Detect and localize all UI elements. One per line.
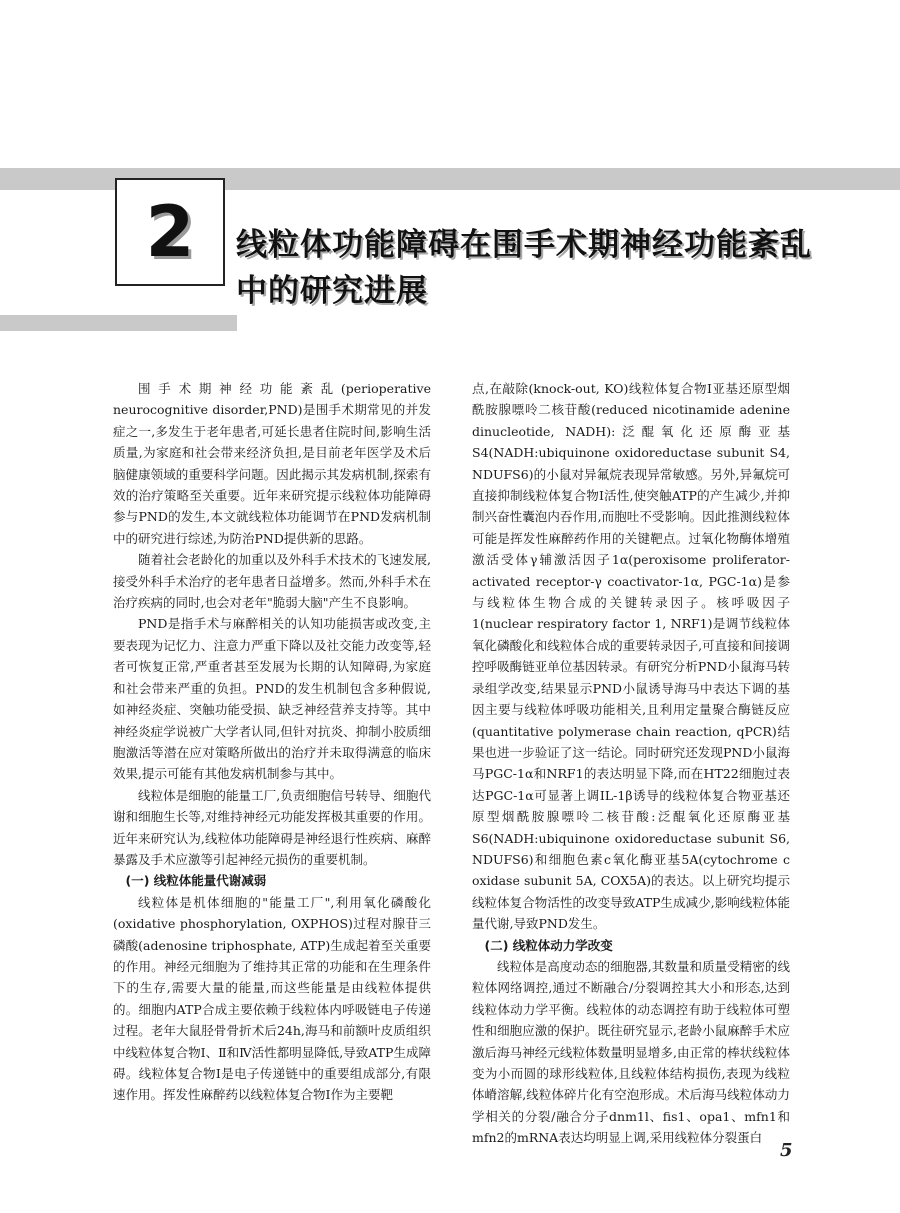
chapter-title-line-1: 线粒体功能障碍在围手术期神经功能紊乱 — [236, 227, 812, 263]
chapter-title-line-2: 中的研究进展 — [236, 273, 428, 309]
section-heading: (二) 线粒体动力学改变 — [484, 937, 613, 953]
chapter-number: 2 — [145, 191, 195, 273]
paragraph: 线粒体是细胞的能量工厂,负责细胞信号转导、细胞代谢和细胞生长等,对维持神经元功能发挥极其重要的作用。近年来研究认为,线粒体功能障碍是神经退行性疾病、麻醉暴露及手术应激等引起神经元损伤的重要机制。 — [113, 787, 431, 867]
paragraph: PND是指手术与麻醉相关的认知功能损害或改变,主要表现为记忆力、注意力严重下降以及社交能力改变等,轻者可恢复正常,严重者甚至发展为长期的认知障碍,为家庭和社会带来严重的负担。PND的发生机制包含多种假说,如神经炎症、突触功能受损、缺乏神经营养支持等。其中神经炎症学说被广大学者认同,但针对抗炎、抑制小胶质细胞激活等潜在应对策略所做出的治疗并未取得满意的临床效果,提示可能有其他发病机制参与其中。 — [113, 616, 431, 782]
paragraph: 线粒体是机体细胞的"能量工厂",利用氧化磷酸化(oxidative phosphorylation, OXPHOS)过程对腺苷三磷酸(adenosine triphosphate, ATP)生成起着至关重要的作用。神经元细胞为了维持其正常的功能和在生理条件下的生存,需要大量的能量,而这些能量是由线粒体提供的。细胞内ATP合成主要依赖于线粒体内呼吸链电子传递过程。老年大鼠胫骨骨折术后24h,海马和前额叶皮质组织中线粒体复合物Ⅰ、Ⅱ和Ⅳ活性都明显降低,导致ATP生成障碍。线粒体复合物Ⅰ是电子传递链中的重要组成部分,有限速作用。挥发性麻醉药以线粒体复合物Ⅰ作为主要靶 — [113, 894, 431, 1103]
left-column — [113, 378, 431, 1106]
title-underline-bar — [0, 315, 237, 331]
section-heading: (一) 线粒体能量代谢减弱 — [125, 873, 267, 889]
paragraph: 线粒体是高度动态的细胞器,其数量和质量受精密的线粒体网络调控,通过不断融合/分裂调控其大小和形态,达到线粒体动力学平衡。线粒体的动态调控有助于线粒体可塑性和细胞应激的保护。既往研究显示,老龄小鼠麻醉手术应激后海马神经元线粒体数量明显增多,由正常的棒状线粒体变为小而圆的球形线粒体,且线粒体结构损伤,表现为线粒体嵴溶解,线粒体碎片化有空泡形成。术后海马线粒体动力学相关的分裂/融合分子dnm1l、fis1、opa1、mfn1和mfn2的mRNA表达均明显上调,采用线粒体分裂蛋白 — [472, 958, 790, 1146]
paragraph: 围手术期神经功能紊乱(perioperative neurocognitive disorder,PND)是围手术期常见的并发症之一,多发生于老年患者,可延长患者住院时间,影响生活质量,为家庭和社会带来经济负担,是目前老年医学及术后脑健康领域的重要科学问题。因此揭示其发病机制,探索有效的治疗策略至关重要。近年来研究提示线粒体功能障碍参与PND的发生,本文就线粒体功能调节在PND发病机制中的研究进行综述,为防治PND提供新的思路。 — [113, 381, 431, 546]
chapter-number-box — [115, 178, 225, 286]
right-column — [472, 378, 790, 1149]
paragraph: 点,在敲除(knock-out, KO)线粒体复合物Ⅰ亚基还原型烟酰胺腺嘌呤二核苷酸(reduced nicotinamide adenine dinucleotide, NADH):泛醌氧化还原酶亚基S4(NADH:ubiquinone oxidoreductase subunit S4, NDUFS6)的小鼠对异氟烷表现异常敏感。另外,异氟烷可直接抑制线粒体复合物Ⅰ活性,使突触ATP的产生减少,并抑制兴奋性囊泡内吞作用,而胞吐不受影响。因此推测线粒体可能是挥发性麻醉药作用的关键靶点。过氧化物酶体增殖激活受体γ辅激活因子1α(peroxisome proliferator-activated receptor-γ coactivator-1α, PGC-1α)是参与线粒体生物合成的关键转录因子。核呼吸因子1(nuclear respiratory factor 1, NRF1)是调节线粒体氧化磷酸化和线粒体合成的重要转录因子,可直接和间接调控呼吸酶链亚单位基因转录。有研究分析PND小鼠海马转录组学改变,结果显示PND小鼠诱导海马中表达下调的基因主要与线粒体呼吸功能相关,且利用定量聚合酶链反应(quantitative polymerase chain reaction, qPCR)结果也进一步验证了这一结论。同时研究还发现PND小鼠海马PGC-1α和NRF1的表达明显下降,而在HT22细胞过表达PGC-1α可显著上调IL-1β诱导的线粒体复合物亚基还原型烟酰胺腺嘌呤二核苷酸:泛醌氧化还原酶亚基S6(NADH:ubiquinone oxidoreductase subunit S6, NDUFS6)和细胞色素c氧化酶亚基5A(cytochrome c oxidase subunit 5A, COX5A)的表达。以上研究均提示线粒体复合物活性的改变导致ATP生成减少,影响线粒体能量代谢,导致PND发生。 — [472, 381, 790, 932]
paragraph: 随着社会老龄化的加重以及外科手术技术的飞速发展,接受外科手术治疗的老年患者日益增多。然而,外科手术在治疗疾病的同时,也会对老年"脆弱大脑"产生不良影响。 — [113, 552, 431, 611]
chapter-title — [236, 222, 856, 314]
page-number: 5 — [780, 1140, 793, 1161]
